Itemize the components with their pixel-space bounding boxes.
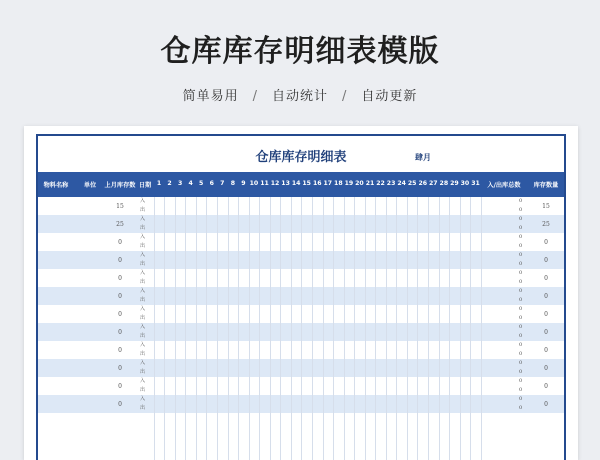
- grid-line: [154, 197, 155, 460]
- feature-item: 简单易用: [182, 89, 239, 104]
- grid-line: [280, 197, 281, 460]
- col-day: 17: [323, 180, 333, 187]
- stock-value: 25: [542, 221, 550, 228]
- grid-line: [417, 197, 418, 460]
- io-total-values: 0 0: [519, 378, 523, 393]
- grid-line: [354, 197, 355, 460]
- io-labels: 入 出: [140, 234, 146, 249]
- col-item: 物料名称: [43, 182, 69, 189]
- io-labels: 入 出: [140, 342, 146, 357]
- col-day: 28: [439, 180, 449, 187]
- io-total-values: 0 0: [519, 396, 523, 411]
- grid-line: [481, 197, 482, 460]
- stock-value: 0: [544, 293, 548, 300]
- last-month-value[interactable]: 0: [118, 275, 122, 282]
- sheet-header: [38, 136, 564, 172]
- col-day: 26: [418, 180, 428, 187]
- stock-value: 0: [544, 365, 548, 372]
- col-day: 18: [334, 180, 343, 187]
- grid-line: [259, 197, 260, 460]
- io-labels: 入 出: [140, 198, 146, 213]
- grid-line: [375, 197, 376, 460]
- grid-line: [206, 197, 207, 460]
- feature-list: [0, 85, 600, 104]
- io-total-values: 0 0: [519, 342, 523, 357]
- col-io-total: 入/出库总数: [487, 182, 521, 189]
- io-total-values: 0 0: [519, 270, 523, 285]
- stock-value: 0: [544, 329, 548, 336]
- grid-line: [344, 197, 345, 460]
- grid-line: [301, 197, 302, 460]
- col-day: 29: [450, 180, 459, 187]
- grid-line: [312, 197, 313, 460]
- col-day: 12: [270, 180, 280, 187]
- io-labels: 入 出: [140, 306, 146, 321]
- page-title: 仓库库存明细表模版: [160, 34, 440, 69]
- last-month-value[interactable]: 0: [118, 401, 122, 408]
- spreadsheet-preview: [24, 126, 578, 460]
- grid-line: [323, 197, 324, 460]
- col-day: 13: [281, 180, 290, 187]
- grid-line: [249, 197, 250, 460]
- last-month-value[interactable]: 15: [116, 203, 124, 210]
- grid-line: [428, 197, 429, 460]
- io-labels: 入 出: [140, 288, 146, 303]
- grid-line: [185, 197, 186, 460]
- grid-line: [460, 197, 461, 460]
- col-day: 21: [365, 180, 375, 187]
- grid-line: [333, 197, 334, 460]
- col-day: 8: [230, 180, 235, 187]
- io-total-values: 0 0: [519, 216, 523, 231]
- grid-line: [228, 197, 229, 460]
- sheet-frame: [36, 134, 566, 460]
- grid-line: [365, 197, 366, 460]
- grid-line: [396, 197, 397, 460]
- column-header-row: [38, 172, 566, 197]
- sheet-title: 仓库库存明细表: [255, 150, 347, 165]
- separator: /: [342, 89, 348, 104]
- col-day: 20: [355, 180, 364, 187]
- last-month-value[interactable]: 0: [118, 239, 122, 246]
- last-month-value[interactable]: 0: [118, 365, 122, 372]
- col-day: 6: [209, 180, 214, 187]
- col-day: 16: [312, 180, 322, 187]
- col-unit: 单位: [83, 182, 97, 189]
- grid-line: [449, 197, 450, 460]
- grid-line: [164, 197, 165, 460]
- grid-line: [386, 197, 387, 460]
- last-month-value[interactable]: 0: [118, 329, 122, 336]
- col-day: 3: [177, 180, 183, 187]
- last-month-value[interactable]: 0: [118, 347, 122, 354]
- io-total-values: 0 0: [519, 234, 523, 249]
- io-labels: 入 出: [140, 216, 146, 231]
- stock-value: 0: [544, 383, 548, 390]
- io-labels: 入 出: [140, 252, 146, 267]
- col-day: 5: [199, 180, 204, 187]
- col-date: 日期: [138, 182, 152, 189]
- month-label: 肆月: [415, 153, 431, 162]
- io-total-values: 0 0: [519, 198, 523, 213]
- grid-line: [407, 197, 408, 460]
- feature-item: 自动统计: [271, 89, 328, 104]
- col-day: 10: [249, 180, 259, 187]
- io-total-values: 0 0: [519, 288, 523, 303]
- stock-value: 0: [544, 347, 548, 354]
- io-labels: 入 出: [140, 360, 146, 375]
- col-day: 2: [167, 180, 172, 187]
- col-last-month: 上月库存数: [104, 182, 136, 189]
- col-day: 25: [407, 180, 417, 187]
- last-month-value[interactable]: 25: [116, 221, 124, 228]
- grid-line: [291, 197, 292, 460]
- col-day: 27: [428, 180, 438, 187]
- col-day: 7: [220, 180, 225, 187]
- io-labels: 入 出: [140, 270, 146, 285]
- col-day: 23: [386, 180, 396, 187]
- col-day: 9: [241, 180, 246, 187]
- last-month-value[interactable]: 0: [118, 293, 122, 300]
- grid-line: [270, 197, 271, 460]
- feature-item: 自动更新: [361, 89, 418, 104]
- io-total-values: 0 0: [519, 324, 523, 339]
- grid-line: [439, 197, 440, 460]
- io-labels: 入 出: [140, 378, 146, 393]
- stock-value: 0: [544, 401, 548, 408]
- col-day: 11: [260, 180, 269, 187]
- grid-line: [470, 197, 471, 460]
- io-labels: 入 出: [140, 324, 146, 339]
- grid-line: [238, 197, 239, 460]
- stock-value: 15: [542, 203, 550, 210]
- grid-line: [217, 197, 218, 460]
- col-day: 22: [376, 180, 385, 187]
- col-day: 19: [344, 180, 354, 187]
- col-day: 24: [397, 180, 406, 187]
- separator: /: [252, 89, 258, 104]
- col-day: 1: [156, 180, 162, 187]
- last-month-value[interactable]: 0: [118, 257, 122, 264]
- last-month-value[interactable]: 0: [118, 383, 122, 390]
- last-month-value[interactable]: 0: [118, 311, 122, 318]
- grid-line: [175, 197, 176, 460]
- stock-value: 0: [544, 239, 548, 246]
- io-total-values: 0 0: [519, 306, 523, 321]
- io-total-values: 0 0: [519, 252, 523, 267]
- col-day: 14: [291, 180, 301, 187]
- stock-value: 0: [544, 257, 548, 264]
- io-labels: 入 出: [140, 396, 146, 411]
- io-total-values: 0 0: [519, 360, 523, 375]
- col-day: 15: [302, 180, 311, 187]
- grid-line: [196, 197, 197, 460]
- stock-value: 0: [544, 275, 548, 282]
- col-day: 30: [460, 180, 470, 187]
- col-stock: 库存数量: [533, 182, 559, 189]
- col-day: 4: [188, 180, 193, 187]
- stock-value: 0: [544, 311, 548, 318]
- col-day: 31: [471, 180, 480, 187]
